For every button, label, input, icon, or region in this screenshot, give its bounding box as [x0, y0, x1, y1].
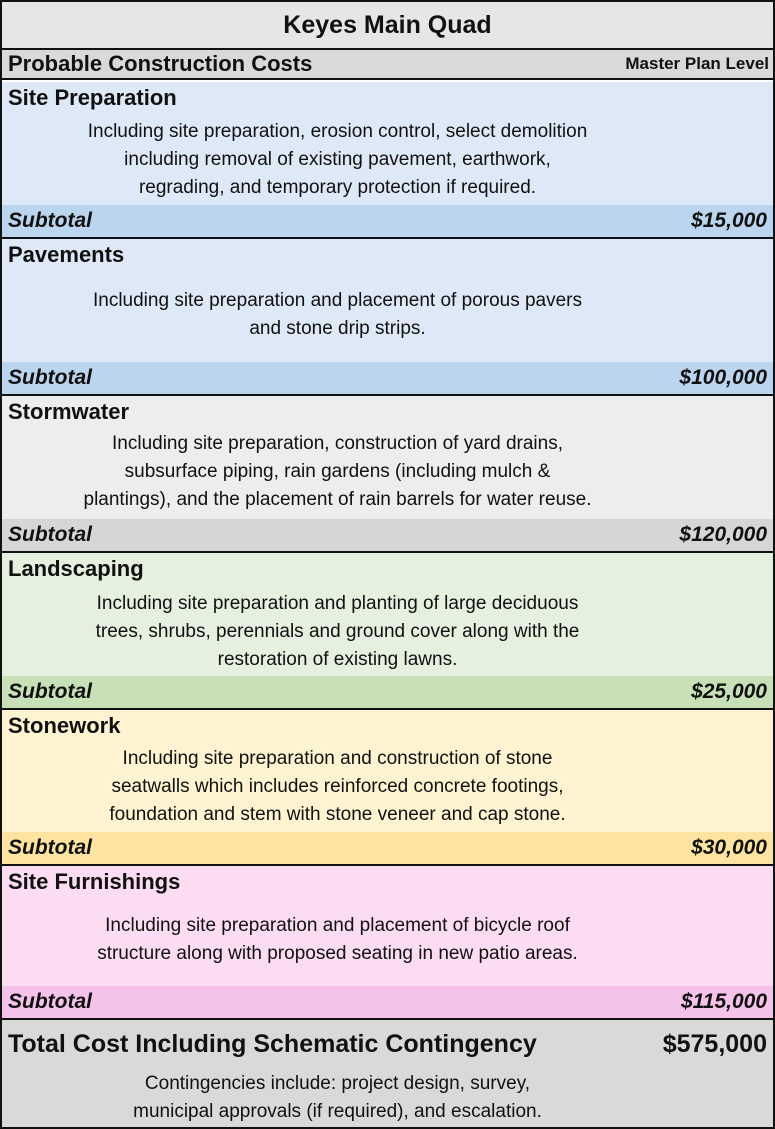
subtotal-label: Subtotal: [8, 209, 92, 232]
subtotal-row: [2, 362, 773, 394]
subtotal-value: $30,000: [691, 836, 767, 859]
section-site-preparation: [2, 82, 773, 239]
note-line: Contingencies include: project design, survey,: [144, 1073, 531, 1094]
subtotal-value: $15,000: [691, 209, 767, 232]
subtotal-value: $120,000: [679, 523, 767, 546]
header-level: Master Plan Level: [625, 54, 769, 73]
section-title: Stonework: [8, 713, 121, 738]
section-title: Landscaping: [8, 556, 144, 581]
description-line: Including site preparation, construction of yard drains,: [112, 433, 563, 454]
section-description: [2, 912, 773, 968]
section-pavements: [2, 239, 773, 396]
section-title: Stormwater: [8, 399, 130, 424]
section-site-furnishings: [2, 866, 773, 1020]
description-line: plantings), and the placement of rain barrels for water reuse.: [83, 489, 592, 510]
subtotal-row: [2, 676, 773, 708]
table-header: [2, 50, 773, 80]
section-description: [2, 430, 773, 514]
subtotal-label: Subtotal: [8, 680, 92, 703]
subtotal-label: Subtotal: [8, 836, 92, 859]
description-line: Including site preparation and planting of large deciduous: [96, 593, 579, 614]
section-stormwater: [2, 396, 773, 553]
description-line: restoration of existing lawns.: [217, 649, 458, 670]
description-line: foundation and stem with stone veneer and cap stone.: [109, 804, 566, 825]
subtotal-row: [2, 205, 773, 237]
description-line: subsurface piping, rain gardens (including mulch &: [124, 461, 551, 482]
subtotal-value: $115,000: [680, 990, 767, 1013]
description-line: including removal of existing pavement, earthwork,: [124, 149, 551, 170]
description-line: Including site preparation and placement of bicycle roof: [105, 915, 570, 936]
subtotal-value: $100,000: [679, 366, 767, 389]
section-stonework: [2, 710, 773, 866]
subtotal-value: $25,000: [691, 680, 767, 703]
document-title: Keyes Main Quad: [2, 2, 773, 50]
subtotal-row: [2, 986, 773, 1018]
description-line: regrading, and temporary protection if required.: [138, 177, 537, 198]
subtotal-row: [2, 519, 773, 551]
description-line: trees, shrubs, perennials and ground cover along with the: [95, 621, 580, 642]
section-description: [2, 118, 773, 202]
subtotal-label: Subtotal: [8, 366, 92, 389]
description-line: Including site preparation and construction of stone: [122, 748, 553, 769]
description-line: Including site preparation and placement of porous pavers: [92, 290, 583, 311]
section-landscaping: [2, 553, 773, 710]
note-line: municipal approvals (if required), and escalation.: [133, 1101, 542, 1122]
total-value: $575,000: [662, 1030, 767, 1058]
subtotal-label: Subtotal: [8, 990, 92, 1013]
contingency-note: [2, 1070, 773, 1126]
description-line: structure along with proposed seating in new patio areas.: [97, 943, 578, 964]
section-title: Site Preparation: [8, 85, 177, 110]
subtotal-label: Subtotal: [8, 523, 92, 546]
header-label: Probable Construction Costs: [8, 51, 313, 76]
total-label: Total Cost Including Schematic Contingency: [8, 1030, 537, 1058]
description-line: seatwalls which includes reinforced concrete footings,: [111, 776, 564, 797]
description-line: and stone drip strips.: [249, 318, 426, 339]
section-description: [2, 590, 773, 674]
total-section: [2, 1020, 773, 1127]
section-description: [2, 287, 773, 343]
section-description: [2, 745, 773, 829]
section-title: Pavements: [8, 242, 125, 267]
section-title: Site Furnishings: [8, 869, 181, 894]
description-line: Including site preparation, erosion control, select demolition: [87, 121, 588, 142]
subtotal-row: [2, 832, 773, 864]
